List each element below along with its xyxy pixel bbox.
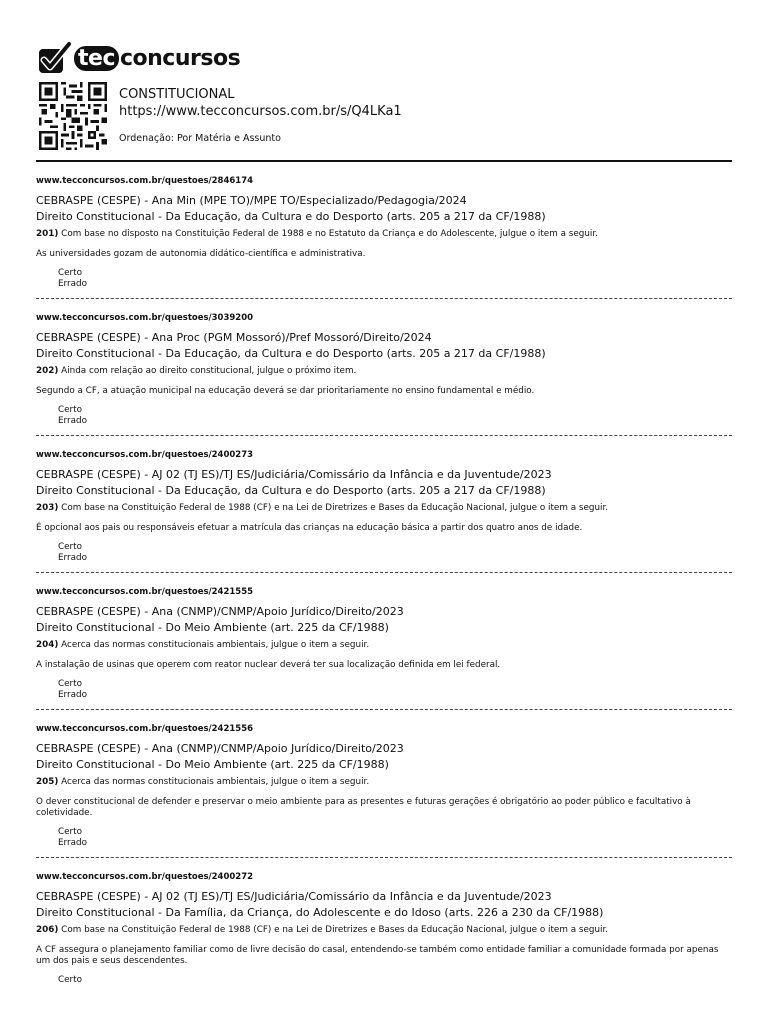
brand-name	[74, 46, 240, 71]
question-topic: Direito Constitucional - Da Educação, da Cultura e do Desporto (arts. 205 a 217 da CF/1988)	[36, 347, 546, 360]
question-stem	[36, 228, 732, 240]
question-item	[36, 450, 732, 573]
brand-suffix: concursos	[119, 45, 241, 71]
question-topic: Direito Constitucional - Do Meio Ambiente (art. 225 da CF/1988)	[36, 621, 389, 634]
question-divider	[36, 572, 732, 573]
question-item	[36, 176, 732, 299]
question-number: 202)	[36, 366, 59, 376]
answer-option[interactable]: Certo	[58, 542, 83, 552]
answer-option[interactable]: Certo	[58, 405, 83, 415]
question-link[interactable]: www.tecconcursos.com.br/questoes/2400273	[36, 450, 254, 460]
question-item	[36, 724, 732, 858]
answer-option[interactable]: Certo	[58, 827, 83, 837]
answer-option[interactable]: Certo	[58, 268, 83, 278]
question-divider	[36, 709, 732, 710]
answer-options	[58, 975, 732, 986]
checkmark-icon	[36, 40, 72, 76]
question-topic: Direito Constitucional - Da Educação, da Cultura e do Desporto (arts. 205 a 217 da CF/1988)	[36, 210, 546, 223]
answer-option[interactable]: Errado	[58, 279, 87, 289]
answer-options	[58, 405, 732, 427]
answer-option[interactable]: Errado	[58, 553, 87, 563]
document-subject: CONSTITUCIONAL	[119, 87, 235, 102]
question-stem	[36, 502, 732, 514]
question-exam: CEBRASPE (CESPE) - Ana (CNMP)/CNMP/Apoio Jurídico/Direito/2023	[36, 742, 404, 755]
question-topic: Direito Constitucional - Da Educação, da Cultura e do Desporto (arts. 205 a 217 da CF/1988)	[36, 484, 546, 497]
question-stem	[36, 924, 732, 936]
question-link[interactable]: www.tecconcursos.com.br/questoes/2421556	[36, 724, 254, 734]
answer-option[interactable]: Certo	[58, 975, 83, 985]
question-exam: CEBRASPE (CESPE) - AJ 02 (TJ ES)/TJ ES/Judiciária/Comissário da Infância e da Juventude/2023	[36, 468, 552, 481]
question-statement: É opcional aos pais ou responsáveis efetuar a matrícula das crianças na educação básica a partir dos quatro anos de idade.	[36, 523, 583, 533]
question-stem-text: Com base na Constituição Federal de 1988 (CF) e na Lei de Diretrizes e Bases da Educação Nacional, julgue o item a seguir.	[58, 503, 609, 513]
document-url[interactable]: https://www.tecconcursos.com.br/s/Q4LKa1	[119, 104, 402, 119]
question-number: 201)	[36, 229, 59, 239]
brand-logo	[36, 38, 732, 78]
question-link[interactable]: www.tecconcursos.com.br/questoes/3039200	[36, 313, 254, 323]
answer-option[interactable]: Errado	[58, 416, 87, 426]
answer-options	[58, 268, 732, 290]
question-item	[36, 587, 732, 710]
question-stem-text: Com base na Constituição Federal de 1988 (CF) e na Lei de Diretrizes e Bases da Educação Nacional, julgue o item a seguir.	[58, 925, 609, 935]
answer-option[interactable]: Errado	[58, 690, 87, 700]
question-divider	[36, 857, 732, 858]
question-stem	[36, 639, 732, 651]
question-number: 205)	[36, 777, 59, 787]
question-exam: CEBRASPE (CESPE) - AJ 02 (TJ ES)/TJ ES/Judiciária/Comissário da Infância e da Juventude/2023	[36, 890, 552, 903]
question-number: 203)	[36, 503, 59, 513]
ordering-label: Ordenação: Por Matéria e Assunto	[119, 133, 281, 144]
question-divider	[36, 298, 732, 299]
question-exam: CEBRASPE (CESPE) - Ana Proc (PGM Mossoró)/Pref Mossoró/Direito/2024	[36, 331, 432, 344]
question-list	[36, 176, 732, 986]
brand-prefix: tec	[74, 46, 119, 71]
document-page	[36, 38, 732, 986]
question-topic: Direito Constitucional - Do Meio Ambiente (art. 225 da CF/1988)	[36, 758, 389, 771]
header-divider	[36, 160, 732, 162]
question-number: 206)	[36, 925, 59, 935]
question-stem	[36, 365, 732, 377]
answer-option[interactable]: Errado	[58, 838, 87, 848]
qr-code-icon[interactable]	[37, 82, 109, 150]
question-exam: CEBRASPE (CESPE) - Ana Min (MPE TO)/MPE TO/Especializado/Pedagogia/2024	[36, 194, 467, 207]
question-stem-text: Ainda com relação ao direito constitucional, julgue o próximo item.	[58, 366, 357, 376]
question-stem-text: Com base no disposto na Constituição Federal de 1988 e no Estatuto da Criança e do Adolescente, julgue o item a seguir.	[58, 229, 598, 239]
question-link[interactable]: www.tecconcursos.com.br/questoes/2400272	[36, 872, 254, 882]
answer-options	[58, 542, 732, 564]
question-statement: A instalação de usinas que operem com reator nuclear deverá ter sua localização definida em lei federal.	[36, 660, 501, 670]
question-statement: O dever constitucional de defender e preservar o meio ambiente para as presentes e futuras gerações é obrigatório ao poder público e facultativo à coletividade.	[36, 797, 691, 818]
question-statement: As universidades gozam de autonomia didático-científica e administrativa.	[36, 249, 366, 259]
answer-option[interactable]: Certo	[58, 679, 83, 689]
answer-options	[58, 827, 732, 849]
document-header	[36, 82, 732, 150]
answer-options	[58, 679, 732, 701]
question-item	[36, 872, 732, 986]
question-divider	[36, 435, 732, 436]
question-exam: CEBRASPE (CESPE) - Ana (CNMP)/CNMP/Apoio Jurídico/Direito/2023	[36, 605, 404, 618]
question-statement: Segundo a CF, a atuação municipal na educação deverá se dar prioritariamente no ensino fundamental e médio.	[36, 386, 535, 396]
question-stem-text: Acerca das normas constitucionais ambientais, julgue o item a seguir.	[58, 640, 370, 650]
question-link[interactable]: www.tecconcursos.com.br/questoes/2421555	[36, 587, 254, 597]
question-link[interactable]: www.tecconcursos.com.br/questoes/2846174	[36, 176, 254, 186]
question-statement: A CF assegura o planejamento familiar como de livre decisão do casal, entendendo-se também como entidade familiar a comunidade formada por apenas um dos pais e seus descendentes.	[36, 945, 719, 966]
question-stem-text: Acerca das normas constitucionais ambientais, julgue o item a seguir.	[58, 777, 370, 787]
question-stem	[36, 776, 732, 788]
question-item	[36, 313, 732, 436]
question-number: 204)	[36, 640, 59, 650]
question-topic: Direito Constitucional - Da Família, da Criança, do Adolescente e do Idoso (arts. 226 a 230 da CF/1988)	[36, 906, 604, 919]
